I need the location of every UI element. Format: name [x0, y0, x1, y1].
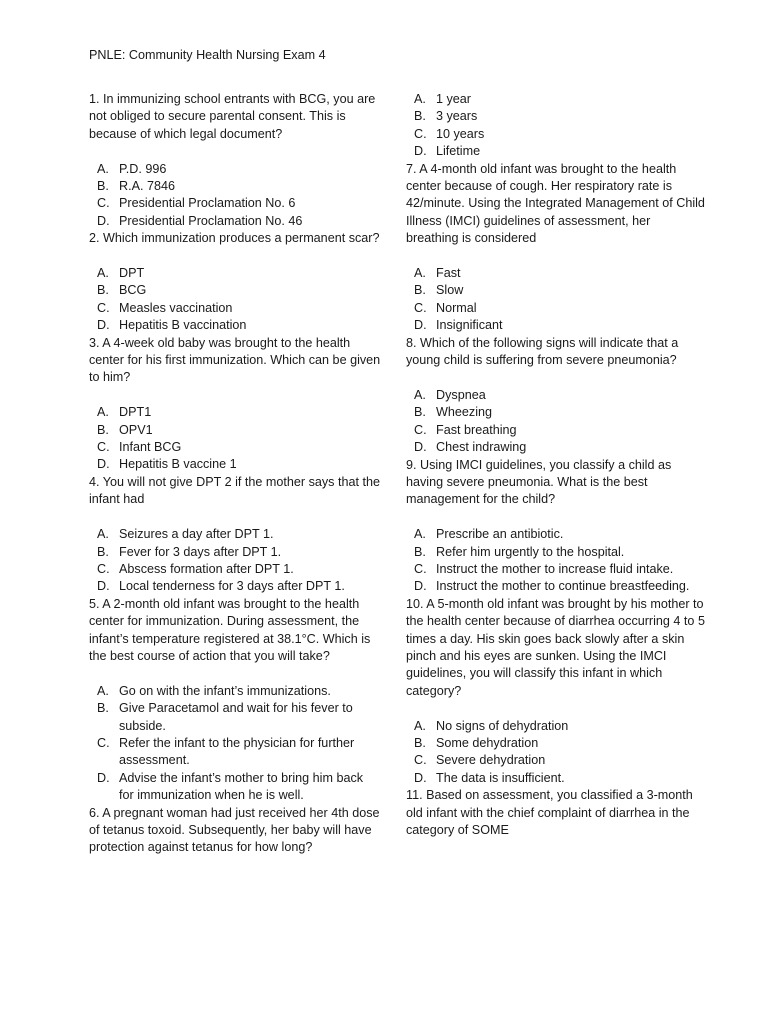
option-text: R.A. 7846	[119, 179, 176, 194]
option-text: Lifetime	[436, 144, 481, 159]
answer-option	[406, 544, 706, 561]
option-letter: A.	[414, 266, 426, 281]
option-text: The data is insufficient.	[436, 770, 565, 785]
option-text: Measles vaccination	[119, 300, 233, 315]
question-text: 5. A 2-month old infant was brought to the health center for immunization. During assessment, the infant’s temperature registered at 38.1°C. Which is the best course of action that you will take?	[89, 596, 371, 663]
option-letter: D.	[97, 770, 110, 785]
option-text: 10 years	[436, 126, 485, 141]
option-letter: B.	[414, 405, 426, 420]
question-text: 4. You will not give DPT 2 if the mother says that the infant had	[89, 474, 380, 507]
answer-option	[406, 718, 706, 735]
answer-option	[89, 282, 381, 299]
answer-option	[89, 404, 381, 421]
option-letter: C.	[414, 422, 427, 437]
option-text: Give Paracetamol and wait for his fever to subside.	[119, 701, 353, 733]
answer-option	[89, 561, 381, 578]
question	[89, 596, 381, 805]
answer-options	[406, 265, 706, 335]
option-letter: B.	[414, 109, 426, 124]
option-text: BCG	[119, 283, 147, 298]
question-text: 7. A 4-month old infant was brought to the health center because of cough. Her respiratory rate is 42/minute. Using the Integrated Management of Child Illness (IMCI) guidelines of assessment, her breathing is considered	[406, 161, 705, 246]
question-text: 2. Which immunization produces a permanent scar?	[89, 231, 380, 246]
option-text: Presidential Proclamation No. 6	[119, 196, 296, 211]
option-letter: D.	[97, 318, 110, 333]
answer-options	[89, 161, 381, 231]
answer-option	[406, 526, 706, 543]
option-text: Local tenderness for 3 days after DPT 1.	[119, 579, 345, 594]
option-letter: A.	[414, 527, 426, 542]
option-letter: B.	[414, 735, 426, 750]
answer-option	[406, 439, 706, 456]
answer-option	[406, 735, 706, 752]
option-text: Fast	[436, 266, 461, 281]
answer-options	[89, 404, 381, 474]
left-column	[89, 91, 381, 857]
question	[89, 805, 381, 857]
option-text: Severe dehydration	[436, 753, 546, 768]
option-letter: D.	[414, 144, 427, 159]
option-letter: B.	[414, 283, 426, 298]
answer-options	[406, 387, 706, 457]
question-text: 10. A 5-month old infant was brought by his mother to the health center because of diarrhea occurring 4 to 5 times a day. His skin goes back slowly after a skin pinch and his eyes are sunken. Using the IMCI guidelines, you will classify this infant in which category?	[406, 596, 705, 698]
answer-options	[89, 683, 381, 805]
option-text: Prescribe an antibiotic.	[436, 527, 564, 542]
answer-option	[406, 422, 706, 439]
option-text: Chest indrawing	[436, 440, 527, 455]
question	[89, 474, 381, 596]
answer-option	[89, 735, 381, 770]
answer-option	[406, 404, 706, 421]
answer-option	[89, 526, 381, 543]
option-text: Fever for 3 days after DPT 1.	[119, 544, 282, 559]
answer-option	[89, 300, 381, 317]
answer-option	[406, 300, 706, 317]
answer-option	[89, 439, 381, 456]
option-letter: A.	[414, 92, 426, 106]
option-text: P.D. 996	[119, 161, 167, 176]
option-text: DPT	[119, 266, 145, 281]
option-letter: A.	[97, 683, 109, 698]
option-letter: D.	[414, 440, 427, 455]
option-letter: B.	[414, 544, 426, 559]
page-title: PNLE: Community Health Nursing Exam 4	[89, 48, 326, 62]
option-letter: D.	[414, 579, 427, 594]
question	[89, 91, 381, 230]
option-letter: B.	[97, 179, 109, 194]
option-text: DPT1	[119, 405, 152, 420]
answer-option	[89, 317, 381, 334]
answer-option	[89, 422, 381, 439]
answer-option	[89, 456, 381, 473]
question	[406, 161, 706, 335]
option-text: Some dehydration	[436, 735, 539, 750]
option-letter: A.	[97, 405, 109, 420]
answer-option	[89, 700, 381, 735]
option-text: Hepatitis B vaccination	[119, 318, 247, 333]
question-text: 1. In immunizing school entrants with BCG, you are not obliged to secure parental consent. This is because of which legal document?	[89, 92, 376, 141]
answer-option	[89, 578, 381, 595]
answer-option	[89, 195, 381, 212]
answer-options	[406, 526, 706, 596]
answer-option	[406, 561, 706, 578]
option-text: Refer him urgently to the hospital.	[436, 544, 625, 559]
option-text: Insignificant	[436, 318, 503, 333]
answer-option	[406, 770, 706, 787]
option-text: Infant BCG	[119, 440, 182, 455]
option-letter: D.	[414, 770, 427, 785]
option-text: Normal	[436, 300, 477, 315]
option-text: Instruct the mother to continue breastfeeding.	[436, 579, 690, 594]
question-text: 8. Which of the following signs will indicate that a young child is suffering from severe pneumonia?	[406, 335, 679, 368]
option-letter: C.	[414, 561, 427, 576]
answer-options	[89, 526, 381, 596]
answer-option	[89, 178, 381, 195]
answer-option	[89, 770, 381, 805]
option-text: Go on with the infant’s immunizations.	[119, 683, 331, 698]
option-letter: D.	[414, 318, 427, 333]
question-text: 11. Based on assessment, you classified a 3-month old infant with the chief complaint of diarrhea in the category of SOME	[406, 788, 693, 837]
answer-option	[406, 752, 706, 769]
question	[406, 335, 706, 457]
option-letter: C.	[414, 753, 427, 768]
answer-option	[89, 683, 381, 700]
option-letter: A.	[97, 527, 109, 542]
answer-option	[406, 265, 706, 282]
question	[406, 457, 706, 596]
option-letter: D.	[97, 213, 110, 228]
option-letter: C.	[414, 300, 427, 315]
answer-options	[406, 718, 706, 788]
option-letter: B.	[97, 544, 109, 559]
question	[406, 91, 706, 161]
answer-option	[406, 282, 706, 299]
answer-option	[89, 265, 381, 282]
answer-option	[406, 387, 706, 404]
option-text: Advise the infant’s mother to bring him back for immunization when he is well.	[119, 770, 364, 803]
answer-option	[89, 161, 381, 178]
option-letter: A.	[414, 718, 426, 733]
question	[89, 230, 381, 334]
option-letter: B.	[97, 283, 109, 298]
option-text: Slow	[436, 283, 464, 298]
option-letter: C.	[97, 440, 110, 455]
answer-option	[406, 578, 706, 595]
option-letter: A.	[97, 266, 109, 281]
option-text: Presidential Proclamation No. 46	[119, 213, 303, 228]
option-text: Refer the infant to the physician for further assessment.	[119, 735, 355, 768]
question	[406, 787, 706, 839]
question-text: 6. A pregnant woman had just received her 4th dose of tetanus toxoid. Subsequently, her baby will have protection against tetanus for how long?	[89, 805, 380, 855]
option-letter: C.	[97, 561, 110, 576]
answer-option	[406, 143, 706, 160]
answer-option	[89, 213, 381, 230]
option-text: Hepatitis B vaccine 1	[119, 457, 237, 472]
answer-options	[406, 91, 706, 161]
option-text: Wheezing	[436, 405, 493, 420]
option-letter: B.	[97, 422, 109, 437]
option-letter: C.	[414, 126, 427, 141]
question	[89, 335, 381, 474]
option-text: 1 year	[436, 92, 472, 106]
option-text: OPV1	[119, 422, 153, 437]
option-text: 3 years	[436, 109, 478, 124]
answer-options	[89, 265, 381, 335]
option-text: Abscess formation after DPT 1.	[119, 561, 294, 576]
option-letter: B.	[97, 701, 109, 716]
answer-option	[89, 544, 381, 561]
option-letter: C.	[97, 300, 110, 315]
right-column	[406, 91, 706, 839]
option-letter: C.	[97, 735, 110, 750]
answer-option	[406, 91, 706, 108]
answer-option	[406, 317, 706, 334]
answer-option	[406, 108, 706, 125]
option-text: Instruct the mother to increase fluid intake.	[436, 561, 674, 576]
option-text: No signs of dehydration	[436, 718, 569, 733]
option-letter: D.	[97, 579, 110, 594]
question	[406, 596, 706, 787]
option-text: Fast breathing	[436, 422, 517, 437]
question-text: 9. Using IMCI guidelines, you classify a child as having severe pneumonia. What is the best management for the child?	[406, 457, 672, 507]
answer-option	[406, 126, 706, 143]
option-letter: D.	[97, 457, 110, 472]
option-text: Dyspnea	[436, 387, 486, 402]
option-letter: A.	[414, 387, 426, 402]
option-text: Seizures a day after DPT 1.	[119, 527, 274, 542]
option-letter: A.	[97, 161, 109, 176]
question-text: 3. A 4-week old baby was brought to the health center for his first immunization. Which can be given to him?	[89, 335, 381, 385]
option-letter: C.	[97, 196, 110, 211]
